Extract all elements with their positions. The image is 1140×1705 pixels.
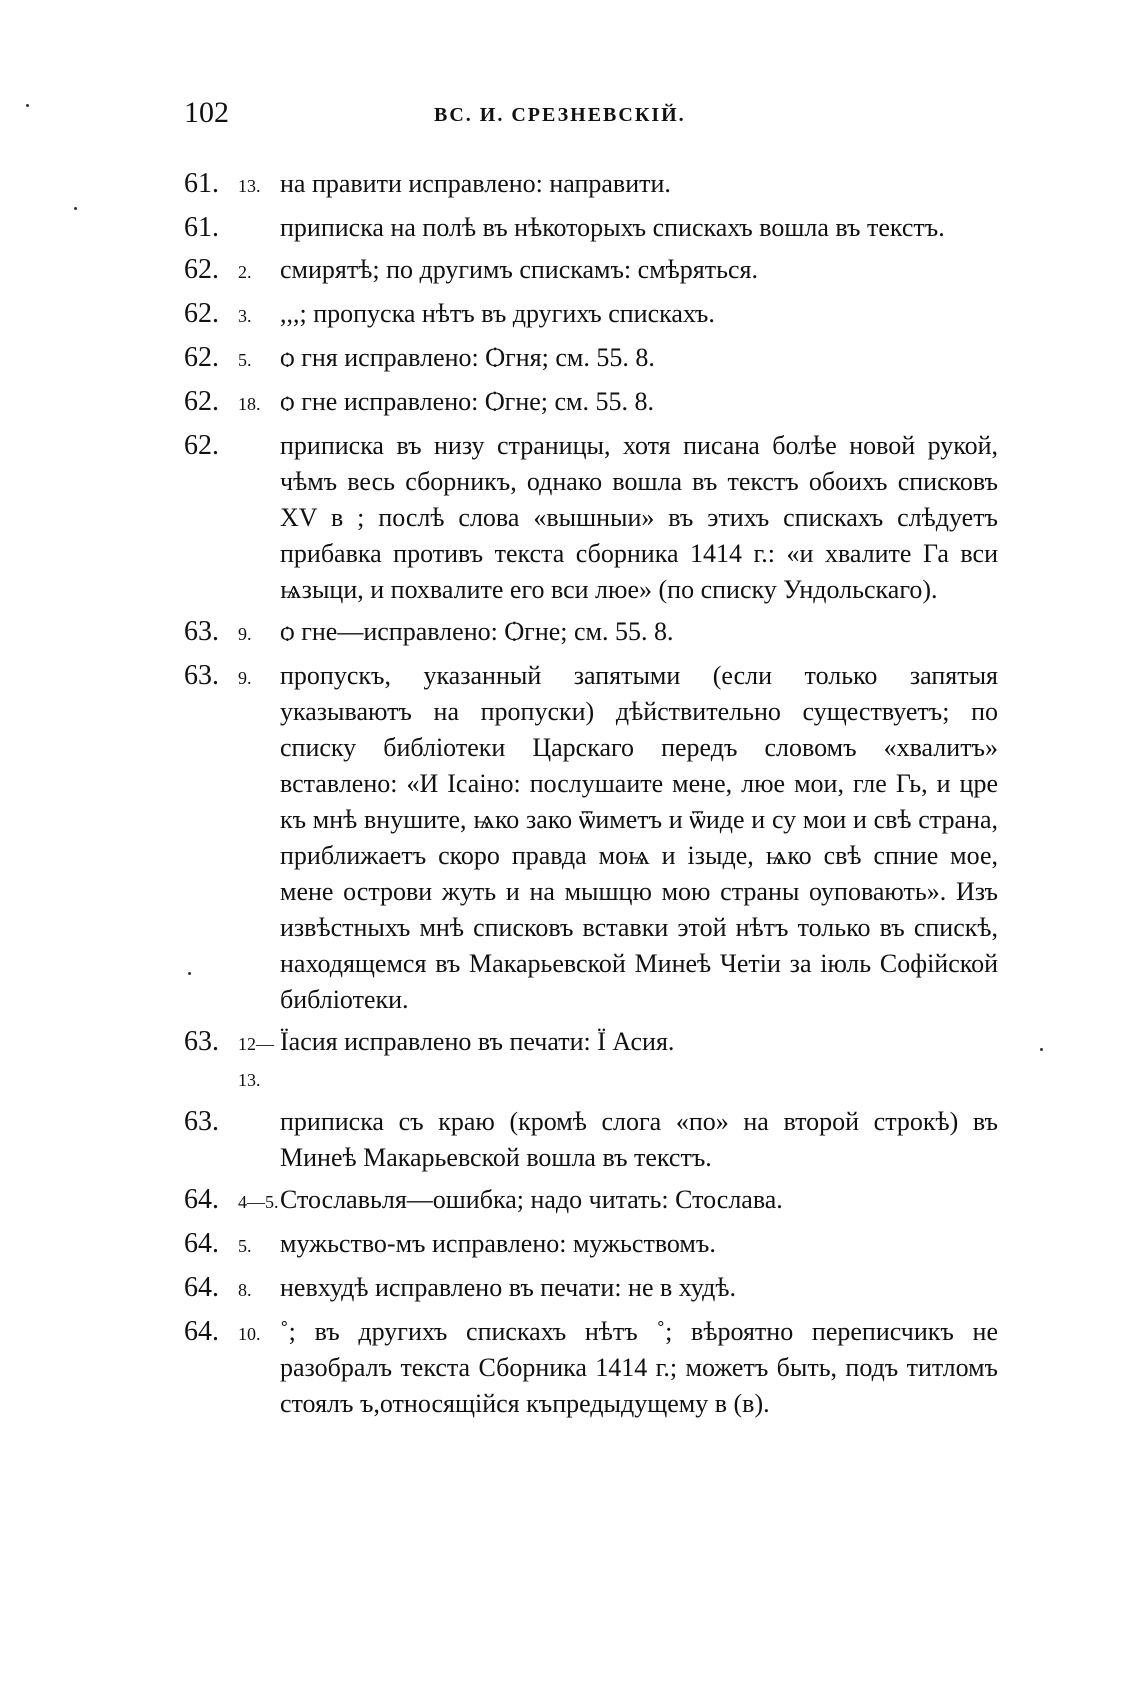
note-entry <box>184 1024 998 1098</box>
note-text: приписка въ низу страницы, хотя писана болѣе новой рукой, чѣмъ весь сборникъ, однако вошла въ текстъ обоихъ списковъ XV в ; послѣ слова «вышныи» въ этихъ спискахъ слѣдуетъ прибавка противъ текста сборника 1414 г.: «и хвалите Га вси ѩзыци, и похвалите его вси люе» (по списку Ундольскаго). <box>280 431 998 604</box>
note-page-ref: 62. <box>184 342 219 373</box>
note-entry <box>184 1226 998 1264</box>
note-text: Стославьля—ошибка; надо читать: Стослава. <box>280 1185 783 1214</box>
note-line-ref: 2. <box>238 262 252 282</box>
page-header <box>184 96 994 136</box>
note-entry <box>184 1314 998 1422</box>
note-line-ref: 8. <box>238 1280 252 1300</box>
note-line-ref <box>238 210 280 212</box>
note-page-ref: 61. <box>184 168 219 199</box>
note-page-ref: 64. <box>184 1184 219 1215</box>
print-speck <box>74 207 77 210</box>
running-title: ВС. И. СРЕЗНЕВСКІЙ. <box>434 104 686 126</box>
note-page-ref: 63. <box>184 660 219 691</box>
note-text: ,,,; пропуска нѣтъ въ другихъ спискахъ. <box>280 299 715 328</box>
note-entry <box>184 384 998 422</box>
print-speck <box>26 104 29 107</box>
note-line-ref: 18. <box>238 394 261 414</box>
note-page-ref: 63. <box>184 1106 219 1137</box>
note-line-ref: 9. <box>238 668 252 688</box>
note-entry <box>184 1270 998 1308</box>
note-text: невхудѣ исправлено въ печати: не в худѣ. <box>280 1273 736 1302</box>
note-text: ˚; въ другихъ спискахъ нѣтъ ˚; вѣроятно переписчикъ не разобралъ текста Сборника 1414 г.; можетъ быть, подъ титломъ стоялъ ъ,относящійся къпредыдущему в (в). <box>280 1317 998 1418</box>
note-line-ref: 3. <box>238 306 252 326</box>
note-page-ref: 62. <box>184 298 219 329</box>
note-text: Ïасия исправлено въ печати: Ï Асия. <box>280 1027 675 1056</box>
note-page-ref: 64. <box>184 1228 219 1259</box>
note-entry <box>184 1182 998 1220</box>
note-text: на правити исправлено: направити. <box>280 169 671 198</box>
note-line-ref <box>238 1104 280 1106</box>
note-page-ref: 62. <box>184 430 219 461</box>
page-number: 102 <box>184 96 229 129</box>
note-text: пропускъ, указанный запятыми (если только запятыя указываютъ на пропуски) дѣйствительно существуетъ; по списку библіотеки Царскаго передъ словомъ «хвалитъ» вставлено: «И Ісаіно: послушаите мене, люе мои, гле Гь, и цре къ мнѣ внушите, ѩко зако ѿиметъ и ѿиде и су мои и свѣ страна, приближаетъ скоро правда моѩ и ізыде, ѩко свѣ спние мое, мене острови жуть и на мышцю мою страны оуповають». Изъ извѣстныхъ мнѣ списковъ вставки этой нѣтъ только въ спискѣ, находящемся въ Макарьевской Минеѣ Четіи за іюль Софійской библіотеки. <box>280 661 998 1014</box>
note-entry <box>184 340 998 378</box>
note-line-ref: 4—5. <box>238 1192 279 1212</box>
note-text: смирятѣ; по другимъ спискамъ: смѣряться. <box>280 255 758 284</box>
note-line-ref: 12—13. <box>238 1034 274 1090</box>
note-line-ref: 5. <box>238 350 252 370</box>
note-text: ѻ гня исправлено: Ѻгня; см. 55. 8. <box>280 343 655 372</box>
note-entry <box>184 166 998 204</box>
note-entry <box>184 296 998 334</box>
note-line-ref: 9. <box>238 624 252 644</box>
notes-list <box>184 166 998 1428</box>
note-entry <box>184 252 998 290</box>
note-page-ref: 61. <box>184 212 219 243</box>
note-page-ref: 64. <box>184 1272 219 1303</box>
print-speck <box>1040 1048 1043 1051</box>
note-page-ref: 63. <box>184 1026 219 1057</box>
note-text: мужьство-мъ исправлено: мужьствомъ. <box>280 1229 716 1258</box>
note-line-ref: 10. <box>238 1324 261 1344</box>
note-text: ѻ гне исправлено: Ѻгне; см. 55. 8. <box>280 387 654 416</box>
note-line-ref: 5. <box>238 1236 252 1256</box>
note-page-ref: 63. <box>184 616 219 647</box>
note-page-ref: 62. <box>184 254 219 285</box>
note-entry <box>184 210 998 246</box>
note-text: приписка на полѣ въ нѣкоторыхъ спискахъ вошла въ текстъ. <box>280 213 945 242</box>
note-line-ref <box>238 428 280 430</box>
note-text: приписка съ краю (кромѣ слога «по» на второй строкѣ) въ Минеѣ Макарьевской вошла въ текстъ. <box>280 1107 998 1172</box>
note-entry <box>184 614 998 652</box>
note-page-ref: 64. <box>184 1316 219 1347</box>
note-entry <box>184 1104 998 1176</box>
note-line-ref: 13. <box>238 176 261 196</box>
note-entry <box>184 658 998 1018</box>
note-page-ref: 62. <box>184 386 219 417</box>
note-entry <box>184 428 998 608</box>
note-text: ѻ гне—исправлено: Ѻгне; см. 55. 8. <box>280 617 674 646</box>
